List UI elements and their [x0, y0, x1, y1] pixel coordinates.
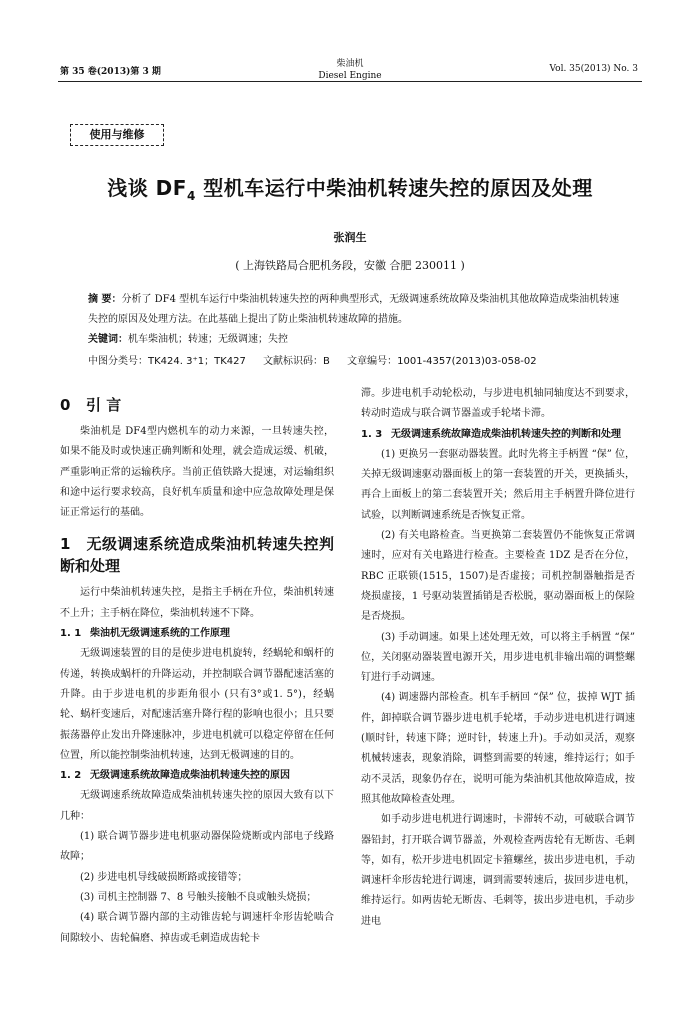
keywords	[88, 330, 628, 350]
paragraph: 柴油机是 DF4型内燃机车的动力来源，一旦转速失控，如果不能及时或快速正确判断和处理，就会造成运缓、机破，严重影响正常的运输秩序。当前正值铁路大提速，对运输组织和途中运行要求较高，良好机车质量和途中应急故障处理是保证正常运行的基础。	[60, 426, 334, 519]
paragraph: 无级调速系统故障造成柴油机转速失控的原因大致有以下几种：	[60, 790, 334, 822]
section-tag: 使用与维修	[70, 124, 164, 146]
right-column	[361, 384, 635, 932]
list-item: (3) 司机主控制器 7、8 号触头接触不良或触头烧损；	[80, 891, 317, 903]
header-volume-en: Vol. 35(2013) No. 3	[549, 64, 638, 74]
article-meta	[88, 352, 648, 367]
keywords-label: 关键词：	[88, 334, 128, 345]
section-heading-0	[60, 394, 334, 416]
abstract-label: 摘 要：	[88, 294, 122, 305]
list-item: (2) 步进电机导线破损断路或接错等；	[80, 871, 248, 883]
title-subscript: 4	[186, 189, 196, 203]
subsection-heading-1-2	[60, 766, 334, 786]
section-title: 引 言	[86, 396, 122, 414]
subsection-heading-1-3	[361, 425, 635, 445]
document-code: 文献标识码：B	[263, 356, 330, 367]
subsection-number: 1. 1	[60, 628, 82, 640]
title-prefix: 浅谈 DF	[107, 176, 187, 200]
subsection-title: 无级调速系统故障造成柴油机转速失控的判断和处理	[391, 428, 621, 440]
subsection-heading-1-1	[60, 624, 334, 644]
article-title	[0, 172, 700, 203]
subsection-title: 无级调速系统故障造成柴油机转速失控的原因	[90, 770, 290, 782]
header-journal-en: Diesel Engine	[318, 71, 382, 81]
list-item: (3) 手动调速。如果上述处理无效，可以将主手柄置 “保” 位，关闭驱动器装置电源开关，用步进电机非输出端的调整螺钉进行手动调速。	[361, 631, 635, 684]
header-volume: 第 35 卷(2013)第 3 期	[60, 67, 161, 77]
paragraph: 如手动步进电机进行调速时，卡滞转不动，可破联合调节器铅封，打开联合调节器盖，外观检查两齿轮有无断齿、毛刺等，如有，松开步进电机固定卡箍螺丝，拔出步进电机，手动调速杆伞形齿轮进行调速，调到需要转速后，拔回步进电机，维持运行。如两齿轮无断齿、毛刺等，拔出步进电机，手动步进电	[361, 814, 635, 927]
header-divider	[58, 81, 642, 82]
section-number: 0	[60, 396, 71, 414]
abstract	[88, 290, 628, 350]
paragraph: 运行中柴油机转速失控，是指主手柄在升位，柴油机转速不上升；主手柄在降位，柴油机转速不下降。	[60, 587, 334, 619]
list-item: (1) 联合调节器步进电机驱动器保险烧断或内部电子线路故障；	[60, 831, 334, 863]
left-column	[60, 384, 334, 949]
abstract-text: 分析了 DF4 型机车运行中柴油机转速失控的两种典型形式，无级调速系统故障及柴油机其他故障造成柴油机转速失控的原因及处理方法。在此基础上提出了防止柴油机转速故障的措施。	[88, 294, 620, 325]
subsection-number: 1. 2	[60, 770, 82, 782]
clc-number: 中图分类号：TK424. 3⁺1；TK427	[88, 356, 246, 367]
section-heading-1	[60, 533, 334, 577]
section-number: 1	[60, 535, 71, 554]
affiliation: ( 上海铁路局合肥机务段，安徽 合肥 230011 )	[235, 259, 465, 272]
list-item: (4) 调速器内部检查。机车手柄回 “保” 位，拔掉 WJT 插件，卸掉联合调节器步进电机手轮堵，手动步进电机进行调速(顺时针，转速下降；逆时针，转速上升)。手动如灵活，观察机械转速表，现象消除，调整到需要的转速，维持运行；如手动不灵活，现象仍存在，说明可能为柴油机其他故障造成，按照其他故障检查处理。	[361, 692, 635, 805]
subsection-number: 1. 3	[361, 428, 383, 440]
subsection-title: 柴油机无级调速系统的工作原理	[90, 628, 230, 640]
article-number: 文章编号：1001-4357(2013)03-058-02	[347, 356, 537, 367]
paragraph: 无级调速装置的目的是使步进电机旋转，经蜗轮和蜗杆的传递，转换成蜗杆的升降运动，并控制联合调节器配速活塞的升降。由于步进电机的步距角很小 (只有3°或1. 5°)，经蜗轮、蜗杆变速后，对配速活塞升降行程的影响也很小；且只要振荡器停止发出升降速脉冲，步进电机就可以稳定停留在任何位置，所以能控制柴油机转速，达到无极调速的目的。	[60, 648, 334, 761]
keywords-text: 机车柴油机；转速；无级调速；失控	[128, 334, 288, 345]
list-item: (2) 有关电路检查。当更换第二套装置仍不能恢复正常调速时，应对有关电路进行检查。主要检查 1DZ 是否在分位，RBC 正联锁(1515，1507)是否虚接；司机控制器触指是否烧损虚接，1 号驱动装置插销是否松脱，驱动器面板上的保险是否烧损。	[361, 530, 635, 623]
list-item: (4) 联合调节器内部的主动锥齿轮与调速杆伞形齿轮啮合间隙较小、齿轮偏磨、掉齿或毛刺造成齿轮卡	[60, 912, 334, 944]
list-item: (1) 更换另一套驱动器装置。此时先将主手柄置 “保” 位，关掉无级调速驱动器面板上的第一套装置的开关，更换插头，再合上面板上的第二套装置开关；然后用主手柄置升降位进行试验，以判断调速系统是否恢复正常。	[361, 448, 635, 521]
section-title: 无级调速系统造成柴油机转速失控判断和处理	[60, 535, 334, 576]
author: 张润生	[333, 231, 367, 244]
paragraph-continued: 滞。步进电机手动轮松动，与步进电机轴同轴度达不到要求，转动时造成与联合调节器盖或手轮堵卡滞。	[361, 388, 635, 420]
header-journal-cn: 柴油机	[336, 59, 364, 69]
title-suffix: 型机车运行中柴油机转速失控的原因及处理	[195, 176, 593, 200]
abstract-body	[88, 290, 628, 330]
